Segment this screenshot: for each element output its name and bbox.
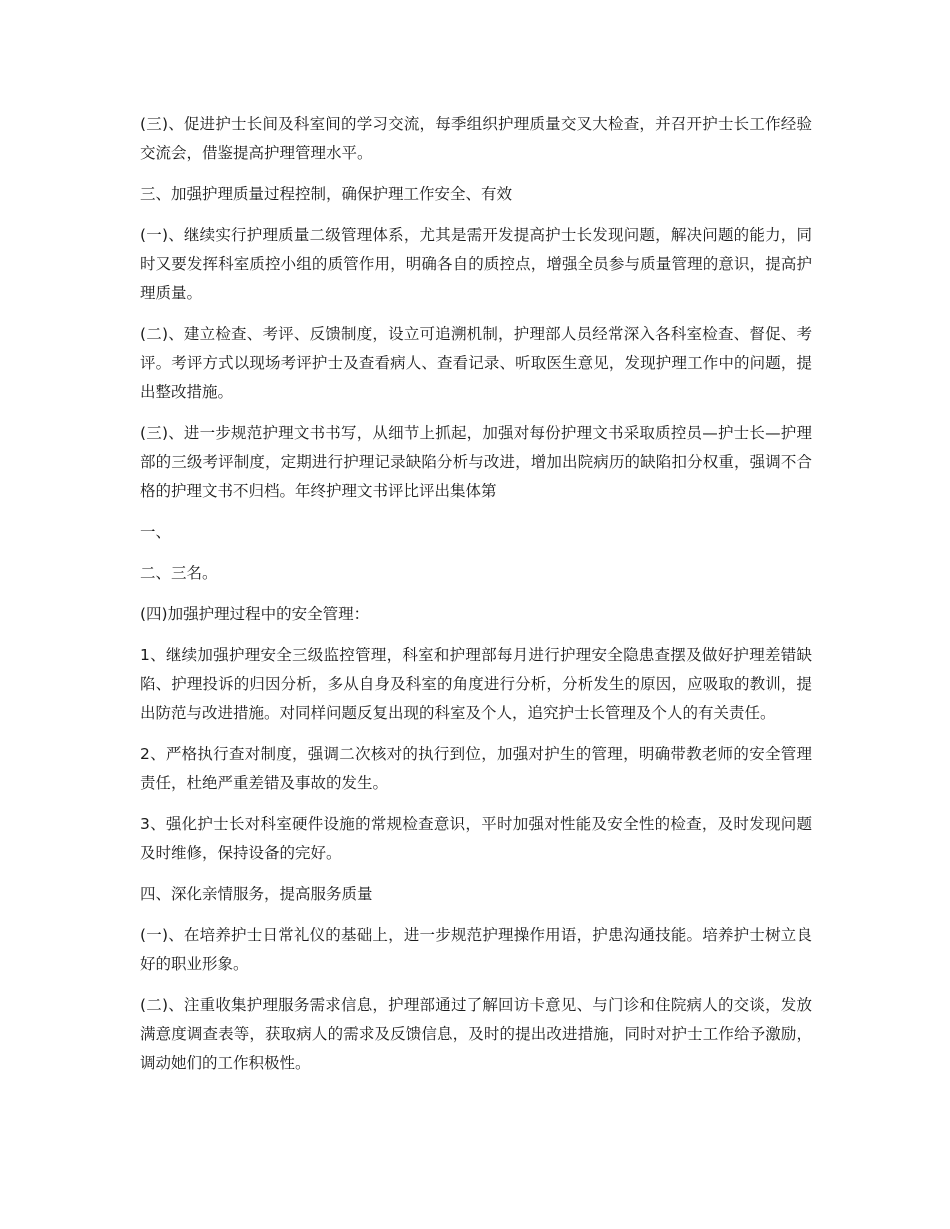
paragraph-14: (二)、注重收集护理服务需求信息，护理部通过了解回访卡意见、与门诊和住院病人的交谈，发放满意度调查表等，获取病人的需求及反馈信息，及时的提出改进措施，同时对护士工作给予激励，调动她们的工作积极性。 [140,996,812,1072]
paragraph-1: (三)、促进护士长间及科室间的学习交流，每季组织护理质量交叉大检查，并召开护士长工作经验交流会，借鉴提高护理管理水平。 [140,115,812,162]
section-heading-4: 四、深化亲情服务，提高服务质量 [140,885,373,903]
paragraph-7: 二、三名。 [140,564,218,582]
list-item-1: 1、继续加强护理安全三级监控管理，科室和护理部每月进行护理安全隐患查摆及做好护理差错缺陷、护理投诉的归因分析，多从自身及科室的角度进行分析，分析发生的原因，应吸取的教训，提出防范与改进措施。对同样问题反复出现的科室及个人，追究护士长管理及个人的有关责任。 [140,646,812,722]
section-heading-3: 三、加强护理质量过程控制，确保护理工作安全、有效 [140,185,513,203]
document-body [140,110,812,1090]
list-item-3: 3、强化护士长对科室硬件设施的常规检查意识，平时加强对性能及安全性的检查，及时发现问题及时维修，保持设备的完好。 [140,815,812,862]
paragraph-6: 一、 [140,523,172,541]
list-item-2: 2、严格执行查对制度，强调二次核对的执行到位，加强对护生的管理，明确带教老师的安全管理责任，杜绝严重差错及事故的发生。 [140,745,812,792]
paragraph-13: (一)、在培养护士日常礼仪的基础上，进一步规范护理操作用语，护患沟通技能。培养护士树立良好的职业形象。 [140,926,812,973]
paragraph-5: (三)、进一步规范护理文书书写，从细节上抓起，加强对每份护理文书采取质控员—护士长—护理部的三级考评制度，定期进行护理记录缺陷分析与改进，增加出院病历的缺陷扣分权重，强调不合格的护理文书不归档。年终护理文书评比评出集体第 [140,424,812,500]
subsection-heading-4: (四)加强护理过程中的安全管理： [140,605,370,623]
paragraph-3: (一)、继续实行护理质量二级管理体系，尤其是需开发提高护士长发现问题，解决问题的能力，同时又要发挥科室质控小组的质管作用，明确各自的质控点，增强全员参与质量管理的意识，提高护理质量。 [140,226,812,302]
paragraph-4: (二)、建立检查、考评、反馈制度，设立可追溯机制，护理部人员经常深入各科室检查、督促、考评。考评方式以现场考评护士及查看病人、查看记录、听取医生意见，发现护理工作中的问题，提出整改措施。 [140,325,812,401]
